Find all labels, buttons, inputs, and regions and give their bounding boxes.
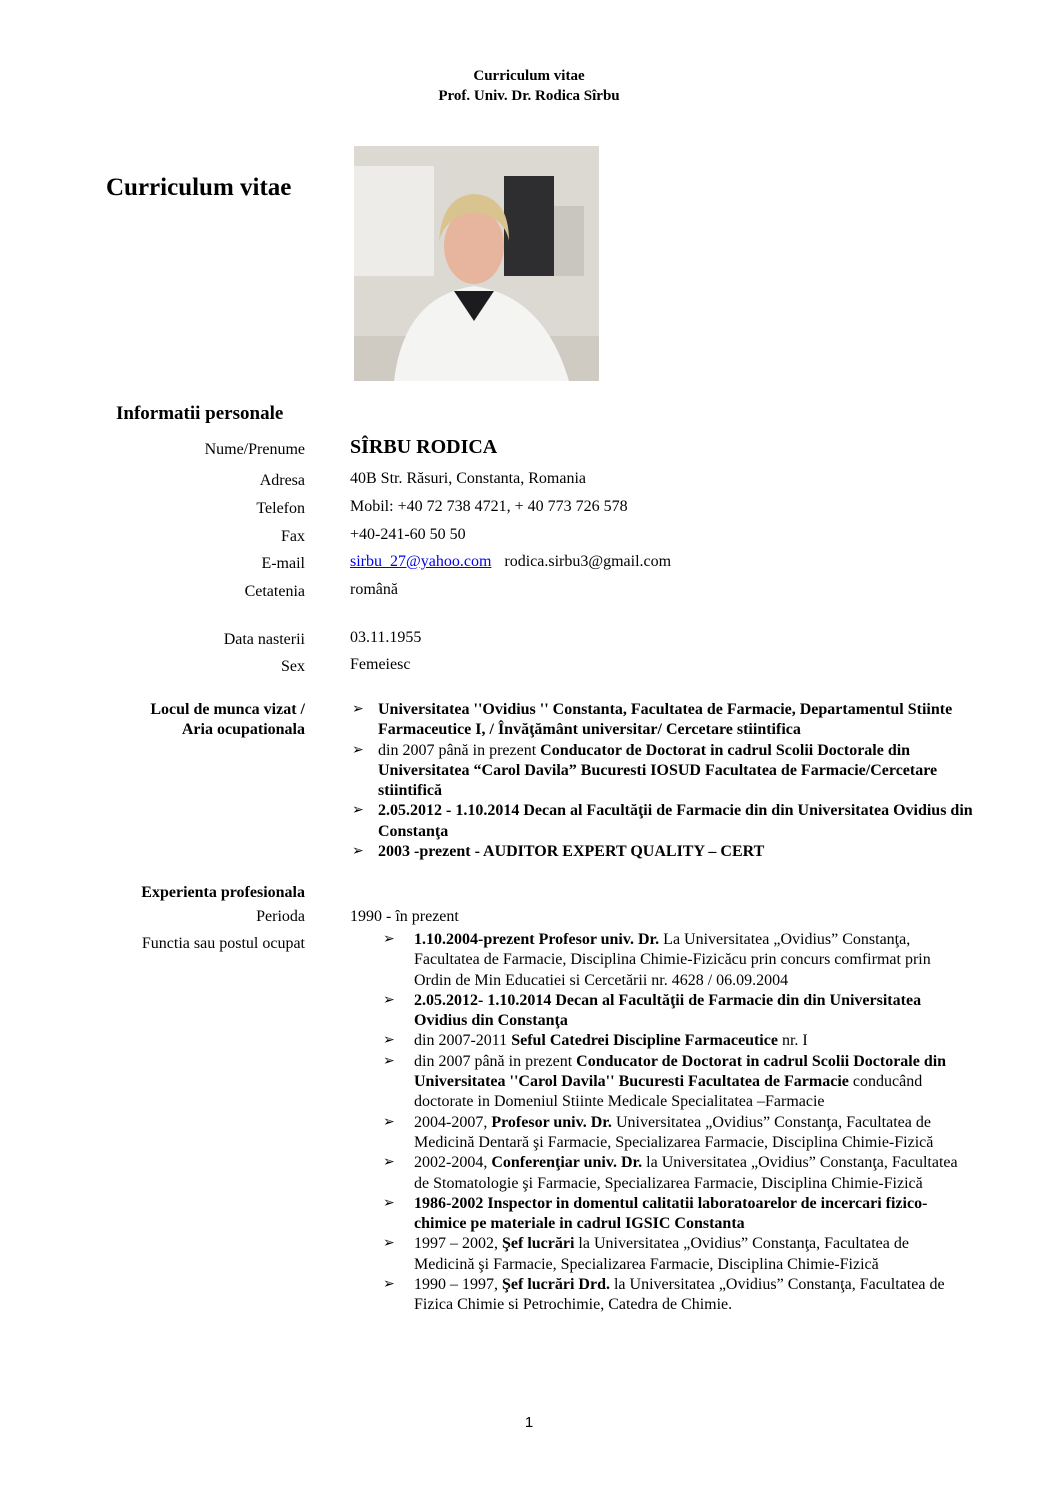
list-item <box>352 801 978 842</box>
list-item <box>383 1031 959 1051</box>
job-label-line2: Aria ocupationala <box>181 721 305 738</box>
list-item <box>383 1275 959 1316</box>
bold-text: Profesor univ. Dr. <box>491 1113 612 1131</box>
bold-text: Conducator de Doctorat in cadrul Scolii Doctorale din Universitatea ''Carol Davila'' Bucuresti Facultatea de Farmacie <box>414 1052 947 1091</box>
arrow-bullet-icon: ➢ <box>383 1114 395 1130</box>
text: Universitatea „Ovidius” Constanţa, Facultatea de Medicină Dentară şi Farmacie, Specializarea Farmacie, Disciplina Chimie-Fizică <box>414 1113 934 1151</box>
text: la Universitatea „Ovidius” Constanţa, Facultatea de Stomatologie şi Farmacie, Specializarea Farmacie, Disciplina Chimie-Fizică <box>414 1154 958 1192</box>
arrow-bullet-icon: ➢ <box>383 1155 395 1171</box>
field-label: Adresa <box>259 472 305 489</box>
position-label: Functia sau postul ocupat <box>141 935 305 952</box>
email-link[interactable]: sirbu_27@yahoo.com <box>350 553 492 570</box>
field-value: +40-241-60 50 50 <box>350 526 466 543</box>
arrow-bullet-icon: ➢ <box>383 1277 395 1293</box>
text: din 2007 până in prezent <box>414 1052 577 1070</box>
bold-text: 2003 -prezent - AUDITOR EXPERT QUALITY – CERT <box>378 843 765 861</box>
text: la Universitatea „Ovidius” Constanţa, Facultatea de Medicină şi Farmacie, Specializarea Farmacie, Disciplina Chimie-Fizică <box>414 1235 909 1273</box>
job-list <box>352 700 978 862</box>
text: din 2007 până in prezent <box>378 741 541 759</box>
text: conducând doctorate in Domeniul Stiinte Medicale Specialitatea –Farmacie <box>414 1073 923 1111</box>
bold-text: 2.05.2012- 1.10.2014 Decan al Facultăţii de Farmacie din din Universitatea Ovidius din Constanţa <box>414 991 922 1030</box>
cv-title: Curriculum vitae <box>106 174 292 201</box>
arrow-bullet-icon: ➢ <box>352 844 364 860</box>
field-label: Nume/Prenume <box>204 441 305 458</box>
field-value: română <box>350 581 398 598</box>
section-personal-heading: Informatii personale <box>116 403 284 424</box>
arrow-bullet-icon: ➢ <box>352 742 364 758</box>
period-value: 1990 - în prezent <box>350 908 459 925</box>
field-label: Cetatenia <box>244 583 305 600</box>
period-label: Perioda <box>256 908 305 925</box>
page-header <box>0 66 1058 106</box>
field-label: Telefon <box>256 500 305 517</box>
field-value: 03.11.1955 <box>350 629 422 646</box>
arrow-bullet-icon: ➢ <box>383 1236 395 1252</box>
list-item <box>383 930 959 991</box>
arrow-bullet-icon: ➢ <box>383 1053 395 1069</box>
field-value <box>350 552 671 572</box>
field-label: Fax <box>281 528 305 545</box>
bold-text: Seful Catedrei Discipline Farmaceutice <box>511 1032 778 1050</box>
field-value: 40B Str. Răsuri, Constanta, Romania <box>350 470 586 487</box>
field-label: Sex <box>281 658 305 675</box>
bold-text: Şef lucrări Drd. <box>502 1276 610 1294</box>
text: din 2007-2011 <box>414 1032 512 1050</box>
header-name: Prof. Univ. Dr. Rodica Sîrbu <box>438 88 620 104</box>
list-item <box>352 741 978 802</box>
text: La Universitatea „Ovidius” Constanţa, Facultatea de Farmacie, Disciplina Chimie-Fizicăcu prin concurs comfirmat prin Ordin de Min Educatiei si Cercetării nr. 4628 / 06.09.2004 <box>414 931 931 989</box>
job-label <box>150 700 305 740</box>
arrow-bullet-icon: ➢ <box>352 702 364 717</box>
list-item <box>383 991 959 1032</box>
section-experience-heading: Experienta profesionala <box>141 884 305 901</box>
bold-text: 1.10.2004-prezent Profesor univ. Dr. <box>414 931 660 948</box>
field-label: Data nasterii <box>223 631 305 648</box>
header-title: Curriculum vitae <box>473 68 585 84</box>
arrow-bullet-icon: ➢ <box>383 1033 395 1049</box>
bold-text: Conducator de Doctorat in cadrul Scolii Doctorale din Universitatea “Carol Davila” Bucuresti IOSUD Facultatea de Farmacie/Cercetare stiintifică <box>378 741 938 800</box>
experience-list <box>383 930 959 1316</box>
bold-text: 1986-2002 Inspector in domentul calitatii laboratoarelor de incercari fizico-chimice pe materiale in cadrul IGSIC Constanta <box>414 1194 928 1233</box>
arrow-bullet-icon: ➢ <box>352 803 364 819</box>
list-item <box>383 1194 959 1235</box>
field-label: E-mail <box>261 555 305 572</box>
list-item <box>352 842 978 862</box>
list-item <box>383 1234 959 1275</box>
bold-text: Universitatea ''Ovidius '' Constanta, Facultatea de Farmacie, Departamentul Stiinte Farmaceutice I, / Învăţământ universitar/ Cercetare stiintifica <box>378 701 953 739</box>
email-secondary: rodica.sirbu3@gmail.com <box>504 553 672 570</box>
text: 2002-2004, <box>414 1154 492 1172</box>
text: 1990 – 1997, <box>414 1276 502 1294</box>
list-item <box>383 1113 959 1154</box>
field-value: SÎRBU RODICA <box>350 436 498 458</box>
text: 1997 – 2002, <box>414 1235 502 1253</box>
arrow-bullet-icon: ➢ <box>383 1195 395 1211</box>
bold-text: Conferenţiar univ. Dr. <box>491 1154 643 1172</box>
page-number: 1 <box>524 1414 534 1431</box>
list-item <box>352 700 978 741</box>
text: la Universitatea „Ovidius” Constanţa, Facultatea de Fizica Chimie si Petrochimie, Catedra de Chimie. <box>414 1276 945 1314</box>
text: 2004-2007, <box>414 1113 492 1131</box>
bold-text: Şef lucrări <box>502 1235 575 1253</box>
arrow-bullet-icon: ➢ <box>383 992 395 1008</box>
field-value: Mobil: +40 72 738 4721, + 40 773 726 578 <box>350 498 628 515</box>
profile-photo <box>354 146 599 381</box>
arrow-bullet-icon: ➢ <box>383 932 395 947</box>
text: nr. I <box>777 1032 808 1050</box>
field-value: Femeiesc <box>350 656 411 673</box>
list-item <box>383 1153 959 1194</box>
job-label-line1: Locul de munca vizat / <box>150 701 305 718</box>
bold-text: 2.05.2012 - 1.10.2014 Decan al Facultăţii de Farmacie din din Universitatea Ovidius din Constanţa <box>378 802 973 840</box>
list-item <box>383 1052 959 1113</box>
